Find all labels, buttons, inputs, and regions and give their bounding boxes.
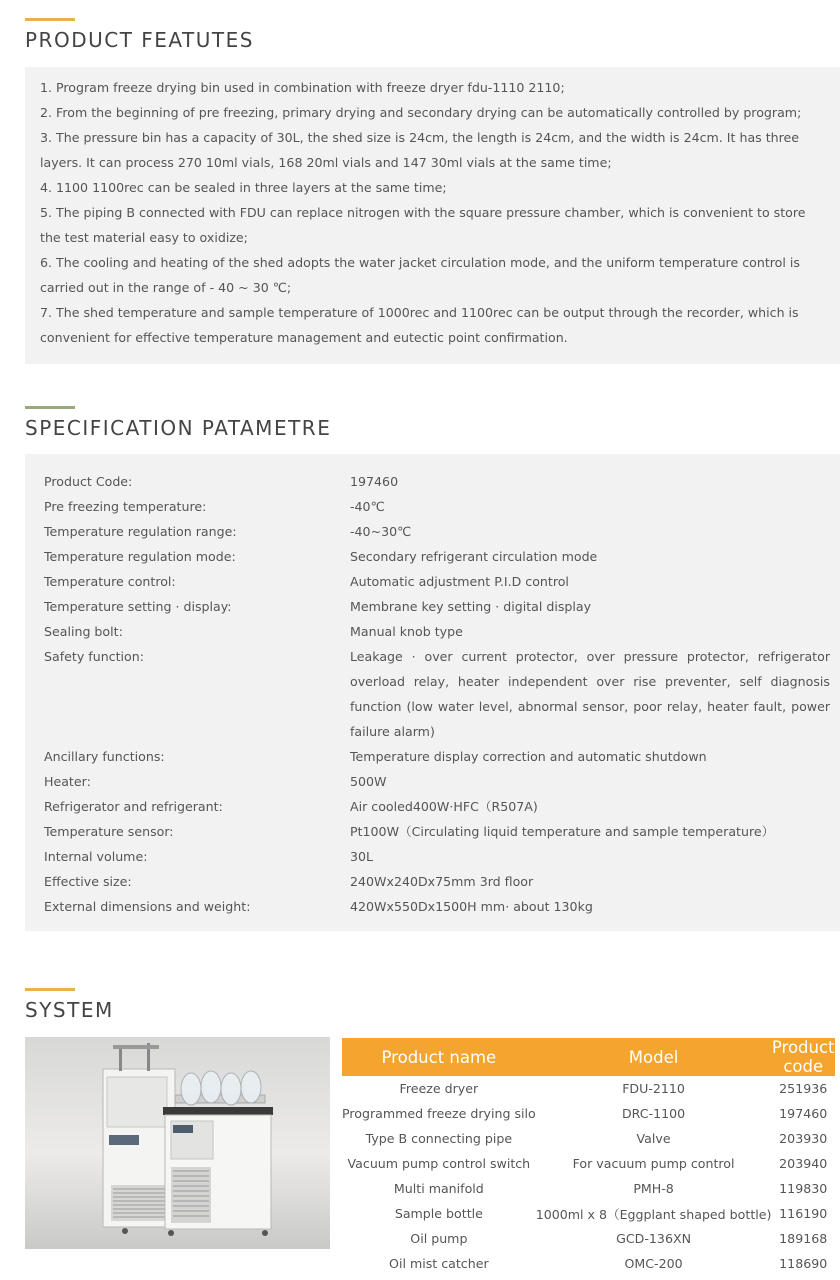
table-row	[342, 1201, 835, 1226]
header-model: Model	[536, 1038, 772, 1076]
spec-label: Refrigerator and refrigerant:	[44, 799, 223, 814]
model-cell: PMH-8	[633, 1181, 674, 1196]
header-product-code: Product code	[771, 1038, 835, 1076]
spec-row	[40, 619, 830, 644]
spec-label: Temperature regulation range:	[44, 524, 237, 539]
spec-value: -40~30℃	[350, 524, 412, 539]
product-name-cell: Sample bottle	[394, 1206, 483, 1221]
product-code-cell: 197460	[779, 1106, 828, 1121]
product-name-cell: Type B connecting pipe	[365, 1131, 513, 1146]
spec-value: 420Wx550Dx1500H mm· about 130kg	[350, 899, 593, 914]
spec-row	[40, 544, 830, 569]
spec-row	[40, 819, 830, 844]
spec-label: Product Code:	[44, 474, 133, 489]
product-code-cell: 251936	[779, 1081, 828, 1096]
model-cell: 1000ml x 8（Eggplant shaped bottle)	[535, 1207, 772, 1222]
features-accent-bar	[25, 18, 75, 21]
product-code-cell: 203940	[779, 1156, 828, 1171]
system-accent-bar	[25, 988, 75, 991]
model-cell: OMC-200	[624, 1256, 683, 1271]
feature-item: 7. The shed temperature and sample temperature of 1000rec and 1100rec can be output through the recorder, which is convenient for effective temperature management and eutectic point confirmation.	[40, 305, 799, 345]
table-row	[342, 1251, 835, 1276]
system-heading: SYSTEM	[25, 998, 114, 1022]
model-cell: DRC-1100	[621, 1106, 686, 1121]
spec-row	[40, 519, 830, 544]
table-row	[342, 1226, 835, 1251]
spec-label: Temperature regulation mode:	[44, 549, 236, 564]
model-cell: FDU-2110	[622, 1081, 685, 1096]
spec-label: Effective size:	[44, 874, 132, 889]
spec-label: Temperature sensor:	[44, 824, 174, 839]
spec-label: Safety function:	[44, 649, 144, 664]
model-cell: For vacuum pump control	[572, 1156, 735, 1171]
spec-row	[40, 494, 830, 519]
spec-value: Membrane key setting · digital display	[350, 599, 592, 614]
spec-label: Pre freezing temperature:	[44, 499, 207, 514]
spec-label: Temperature control:	[44, 574, 176, 589]
spec-row	[40, 744, 830, 769]
product-name-cell: Vacuum pump control switch	[347, 1156, 531, 1171]
spec-label: Temperature setting · display:	[44, 599, 232, 614]
feature-item: 4. 1100 1100rec can be sealed in three layers at the same time;	[40, 180, 447, 195]
system-table-header	[342, 1038, 835, 1076]
product-code-cell: 116190	[779, 1206, 828, 1221]
feature-item: 2. From the beginning of pre freezing, primary drying and secondary drying can be automatically controlled by program;	[40, 105, 802, 120]
spec-panel	[25, 454, 840, 931]
table-row	[342, 1076, 835, 1101]
spec-row	[40, 894, 830, 919]
spec-label: External dimensions and weight:	[44, 899, 251, 914]
table-row	[342, 1151, 835, 1176]
spec-accent-bar	[25, 406, 75, 409]
header-product-name: Product name	[342, 1038, 536, 1076]
spec-table	[40, 469, 830, 919]
table-row	[342, 1101, 835, 1126]
feature-item: 6. The cooling and heating of the shed adopts the water jacket circulation mode, and the uniform temperature control is carried out in the range of - 40 ~ 30 ℃;	[40, 255, 800, 295]
spec-value: Air cooled400W·HFC（R507A)	[350, 799, 538, 814]
feature-item: 1. Program freeze drying bin used in combination with freeze dryer fdu-1110 2110;	[40, 80, 565, 95]
spec-value: 240Wx240Dx75mm 3rd floor	[350, 874, 534, 889]
product-name-cell: Oil pump	[410, 1231, 468, 1246]
spec-value: 30L	[350, 849, 374, 864]
table-row	[342, 1126, 835, 1151]
spec-value: -40℃	[350, 499, 385, 514]
spec-label: Heater:	[44, 774, 91, 789]
spec-value: Secondary refrigerant circulation mode	[350, 549, 598, 564]
features-heading: PRODUCT FEATUTES	[25, 28, 254, 52]
product-name-cell: Freeze dryer	[399, 1081, 479, 1096]
spec-value: Manual knob type	[350, 624, 463, 639]
product-code-cell: 118690	[779, 1256, 828, 1271]
spec-label: Ancillary functions:	[44, 749, 165, 764]
spec-value: Automatic adjustment P.I.D control	[350, 574, 569, 589]
freeze-dryer-photo	[25, 1037, 330, 1249]
features-list	[25, 67, 840, 350]
feature-item: 5. The piping B connected with FDU can replace nitrogen with the square pressure chamber, which is convenient to store the test material easy to oxidize;	[40, 205, 806, 245]
spec-row	[40, 569, 830, 594]
spec-value: Temperature display correction and automatic shutdown	[350, 749, 707, 764]
product-name-cell: Oil mist catcher	[389, 1256, 489, 1271]
spec-row	[40, 594, 830, 619]
spec-label: Internal volume:	[44, 849, 148, 864]
model-cell: GCD-136XN	[616, 1231, 692, 1246]
spec-row	[40, 869, 830, 894]
spec-value: Leakage · over current protector, over pressure protector, refrigerator overload relay, heater independent over rise preventer, self diagnosis function (low water level, abnormal sensor, poor relay, heater fault, power failure alarm)	[350, 649, 830, 739]
spec-row	[40, 469, 830, 494]
model-cell: Valve	[636, 1131, 671, 1146]
product-code-cell: 189168	[779, 1231, 828, 1246]
product-name-cell: Multi manifold	[393, 1181, 484, 1196]
spec-value: 500W	[350, 774, 387, 789]
table-row	[342, 1176, 835, 1201]
features-panel	[25, 67, 840, 364]
system-table	[342, 1038, 835, 1276]
spec-row	[40, 794, 830, 819]
spec-row	[40, 769, 830, 794]
spec-label: Sealing bolt:	[44, 624, 123, 639]
spec-row	[40, 844, 830, 869]
spec-value: 197460	[350, 474, 399, 489]
spec-value: Pt100W（Circulating liquid temperature and sample temperature）	[350, 824, 775, 839]
spec-row	[40, 644, 830, 744]
product-name-cell: Programmed freeze drying silo	[342, 1106, 536, 1121]
freeze-dryer-illustration	[25, 1037, 330, 1249]
feature-item: 3. The pressure bin has a capacity of 30L, the shed size is 24cm, the length is 24cm, and the width is 24cm. It has three layers. It can process 270 10ml vials, 168 20ml vials and 147 30ml vials at the same time;	[40, 130, 800, 170]
product-code-cell: 203930	[779, 1131, 828, 1146]
product-code-cell: 119830	[779, 1181, 828, 1196]
spec-heading: SPECIFICATION PATAMETRE	[25, 416, 332, 440]
